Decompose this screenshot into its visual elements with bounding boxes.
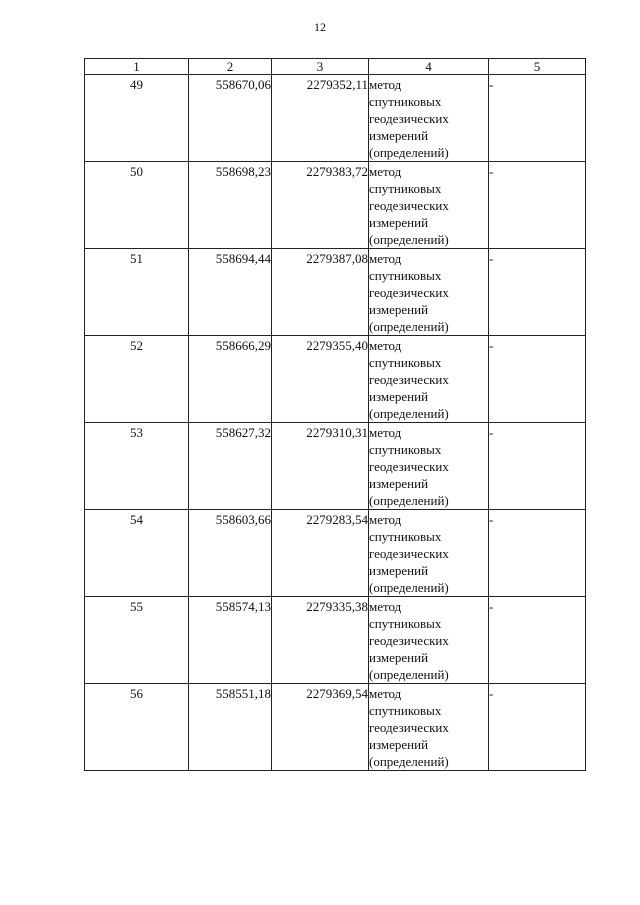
- note-cell: -: [489, 597, 586, 684]
- point-number-cell: 56: [85, 684, 189, 771]
- page-number: 12: [314, 20, 326, 34]
- table-row: [85, 75, 586, 162]
- table-row: [85, 162, 586, 249]
- method-line: (определений): [369, 319, 449, 334]
- method-line: метод: [369, 164, 402, 179]
- table-body: [85, 75, 586, 771]
- x-coordinate-cell: 558603,66: [189, 510, 272, 597]
- y-coordinate-cell: 2279310,31: [272, 423, 369, 510]
- method-line: измерений: [369, 476, 429, 491]
- method-line: метод: [369, 425, 402, 440]
- method-line: спутниковых: [369, 355, 442, 370]
- method-line: (определений): [369, 232, 449, 247]
- point-number-cell: 51: [85, 249, 189, 336]
- note-cell: -: [489, 336, 586, 423]
- point-number-cell: 54: [85, 510, 189, 597]
- x-coordinate-cell: 558551,18: [189, 684, 272, 771]
- table-row: [85, 249, 586, 336]
- method-cell: [369, 597, 489, 684]
- x-coordinate-cell: 558627,32: [189, 423, 272, 510]
- method-line: метод: [369, 599, 402, 614]
- method-line: геодезических: [369, 372, 449, 387]
- method-line: спутниковых: [369, 703, 442, 718]
- method-line: метод: [369, 251, 402, 266]
- method-line: метод: [369, 686, 402, 701]
- point-number-cell: 49: [85, 75, 189, 162]
- header-row: [85, 59, 586, 75]
- y-coordinate-cell: 2279387,08: [272, 249, 369, 336]
- note-cell: -: [489, 249, 586, 336]
- table-row: [85, 510, 586, 597]
- method-line: (определений): [369, 580, 449, 595]
- note-cell: -: [489, 510, 586, 597]
- method-line: геодезических: [369, 459, 449, 474]
- method-line: спутниковых: [369, 181, 442, 196]
- method-line: спутниковых: [369, 442, 442, 457]
- column-header: 3: [272, 59, 369, 75]
- table-row: [85, 336, 586, 423]
- method-line: измерений: [369, 737, 429, 752]
- y-coordinate-cell: 2279383,72: [272, 162, 369, 249]
- x-coordinate-cell: 558574,13: [189, 597, 272, 684]
- method-line: геодезических: [369, 546, 449, 561]
- note-cell: -: [489, 684, 586, 771]
- x-coordinate-cell: 558698,23: [189, 162, 272, 249]
- y-coordinate-cell: 2279355,40: [272, 336, 369, 423]
- method-cell: [369, 162, 489, 249]
- note-cell: -: [489, 162, 586, 249]
- method-line: спутниковых: [369, 268, 442, 283]
- method-line: измерений: [369, 128, 429, 143]
- column-header: 5: [489, 59, 586, 75]
- method-line: (определений): [369, 145, 449, 160]
- method-line: метод: [369, 77, 402, 92]
- method-line: геодезических: [369, 111, 449, 126]
- method-cell: [369, 75, 489, 162]
- x-coordinate-cell: 558670,06: [189, 75, 272, 162]
- x-coordinate-cell: 558666,29: [189, 336, 272, 423]
- method-line: измерений: [369, 389, 429, 404]
- method-line: измерений: [369, 563, 429, 578]
- point-number-cell: 50: [85, 162, 189, 249]
- column-header: 4: [369, 59, 489, 75]
- method-line: геодезических: [369, 633, 449, 648]
- method-line: спутниковых: [369, 529, 442, 544]
- column-header: 1: [85, 59, 189, 75]
- point-number-cell: 55: [85, 597, 189, 684]
- x-coordinate-cell: 558694,44: [189, 249, 272, 336]
- note-cell: -: [489, 75, 586, 162]
- note-cell: -: [489, 423, 586, 510]
- method-line: метод: [369, 512, 402, 527]
- method-line: метод: [369, 338, 402, 353]
- y-coordinate-cell: 2279283,54: [272, 510, 369, 597]
- method-line: измерений: [369, 650, 429, 665]
- column-header: 2: [189, 59, 272, 75]
- table-row: [85, 684, 586, 771]
- method-line: геодезических: [369, 198, 449, 213]
- coordinates-table: [84, 58, 586, 771]
- y-coordinate-cell: 2279369,54: [272, 684, 369, 771]
- method-line: (определений): [369, 493, 449, 508]
- method-line: геодезических: [369, 285, 449, 300]
- point-number-cell: 53: [85, 423, 189, 510]
- point-number-cell: 52: [85, 336, 189, 423]
- method-line: геодезических: [369, 720, 449, 735]
- method-cell: [369, 336, 489, 423]
- table-row: [85, 423, 586, 510]
- method-line: спутниковых: [369, 616, 442, 631]
- method-cell: [369, 249, 489, 336]
- table-row: [85, 597, 586, 684]
- method-line: спутниковых: [369, 94, 442, 109]
- method-cell: [369, 510, 489, 597]
- method-line: (определений): [369, 406, 449, 421]
- method-line: измерений: [369, 302, 429, 317]
- method-cell: [369, 684, 489, 771]
- y-coordinate-cell: 2279335,38: [272, 597, 369, 684]
- method-line: (определений): [369, 754, 449, 769]
- method-cell: [369, 423, 489, 510]
- method-line: (определений): [369, 667, 449, 682]
- method-line: измерений: [369, 215, 429, 230]
- y-coordinate-cell: 2279352,11: [272, 75, 369, 162]
